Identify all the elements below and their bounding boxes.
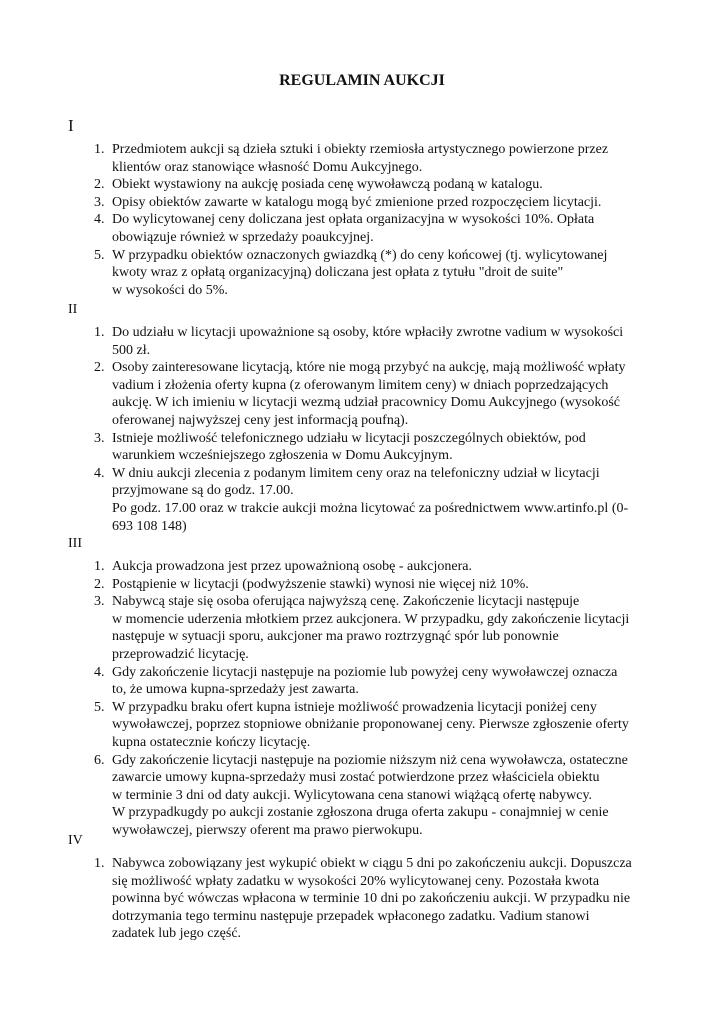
section-list-3 xyxy=(0,558,724,840)
section-heading-4: IV xyxy=(68,833,83,848)
list-item: 5. W przypadku braku ofert kupna istnieje możliwość prowadzenia licytacji poniżej ceny wywoławczej, poprzez stopniowe obniżanie proponowanej ceny. Pierwsze zgłoszenie oferty kupna ostatecznie kończy licytację. xyxy=(94,699,629,750)
list-item: 4. Do wylicytowanej ceny doliczana jest opłata organizacyjna w wysokości 10%. Opłata obowiązuje również w sprzedaży poaukcyjnej. xyxy=(94,212,595,245)
section-list-4 xyxy=(0,855,724,943)
list-item: 2. Obiekt wystawiony na aukcję posiada cenę wywoławczą podaną w katalogu. xyxy=(94,177,543,193)
list-item: 5. W przypadku obiektów oznaczonych gwiazdką (*) do ceny końcowej (tj. wylicytowanej kwoty wraz z opłatą organizacyjną) doliczana jest opłata z tytułu "droit de suite" w wysokości do 5%. xyxy=(94,247,608,298)
page-title: REGULAMIN AUKCJI xyxy=(279,72,445,89)
list-item: 2. Osoby zainteresowane licytacją, które nie mogą przybyć na aukcję, mają możliwość wpłaty vadium i złożenia oferty kupna (z oferowanym limitem ceny) w dniach poprzedzających aukcję. W ich imieniu w licytacji wezmą udział pracownicy Domu Aukcyjnego (wysokość oferowanej najwyższej ceny jest informacją poufną). xyxy=(94,360,626,428)
list-item: 4. W dniu aukcji zlecenia z podanym limitem ceny oraz na telefoniczny udział w licytacji przyjmowane są do godz. 17.00. Po godz. 17.00 oraz w trakcie aukcji można licytować za pośrednictwem www.artinfo.pl (0- 693 108 148) xyxy=(94,465,629,534)
section-list-2 xyxy=(0,324,724,535)
list-item: 6. Gdy zakończenie licytacji następuje na poziomie niższym niż cena wywoławcza, ostateczne zawarcie umowy kupna-sprzedaży musi zostać potwierdzone przez właściciela obiektu w terminie 3 dni od daty aukcji. Wylicytowana cena stanowi wiążącą ofertę nabywcy. W przypadkugdy po aukcji zostanie zgłoszona druga oferta zakupu - conajmniej w cenie wywoławczej, pierwszy oferent ma prawo pierwokupu. xyxy=(94,752,628,838)
list-item: 3. Opisy obiektów zawarte w katalogu mogą być zmienione przed rozpoczęciem licytacji. xyxy=(94,194,602,210)
list-item: 1. Przedmiotem aukcji są dzieła sztuki i obiekty rzemiosła artystycznego powierzone przez klientów oraz stanowiące własność Domu Aukcyjnego. xyxy=(94,142,609,175)
section-heading-2: II xyxy=(68,302,78,317)
list-item: 3. Nabywcą staje się osoba oferująca najwyższą cenę. Zakończenie licytacji następuje w momencie uderzenia młotkiem przez aukcjonera. W przypadku, gdy zakończenie licytacji następuje w sytuacji sporu, aukcjoner ma prawo roztrzygnąć spór lub ponownie przeprowadzić licytację. xyxy=(94,594,630,662)
section-list-1 xyxy=(0,141,724,299)
list-item: 1. Nabywca zobowiązany jest wykupić obiekt w ciągu 5 dni po zakończeniu aukcji. Dopuszcza się możliwość wpłaty zadatku w wysokości 20% wylicytowanej ceny. Pozostała kwota powinna być wówczas wpłacona w terminie 10 dni po zakończeniu aukcji. W przypadku nie dotrzymania tego terminu następuje przepadek wpłaconego zadatku. Vadium stanowi zadatek lub jego część. xyxy=(94,856,632,942)
list-item: 1. Do udziału w licytacji upoważnione są osoby, które wpłaciły zwrotne vadium w wysokości 500 zł. xyxy=(94,325,624,358)
section-heading-3: III xyxy=(68,536,82,551)
section-heading-1: I xyxy=(68,116,74,135)
list-item: 2. Postąpienie w licytacji (podwyższenie stawki) wynosi nie więcej niż 10%. xyxy=(94,576,529,592)
list-item: 1. Aukcja prowadzona jest przez upoważnioną osobę - aukcjonera. xyxy=(94,559,472,574)
list-item: 3. Istnieje możliwość telefonicznego udziału w licytacji poszczególnych obiektów, pod warunkiem wcześniejszego zgłoszenia w Domu Aukcyjnym. xyxy=(94,430,586,464)
list-item: 4. Gdy zakończenie licytacji następuje na poziomie lub powyżej ceny wywoławczej oznacza to, że umowa kupna-sprzedaży jest zawarta. xyxy=(94,664,618,698)
